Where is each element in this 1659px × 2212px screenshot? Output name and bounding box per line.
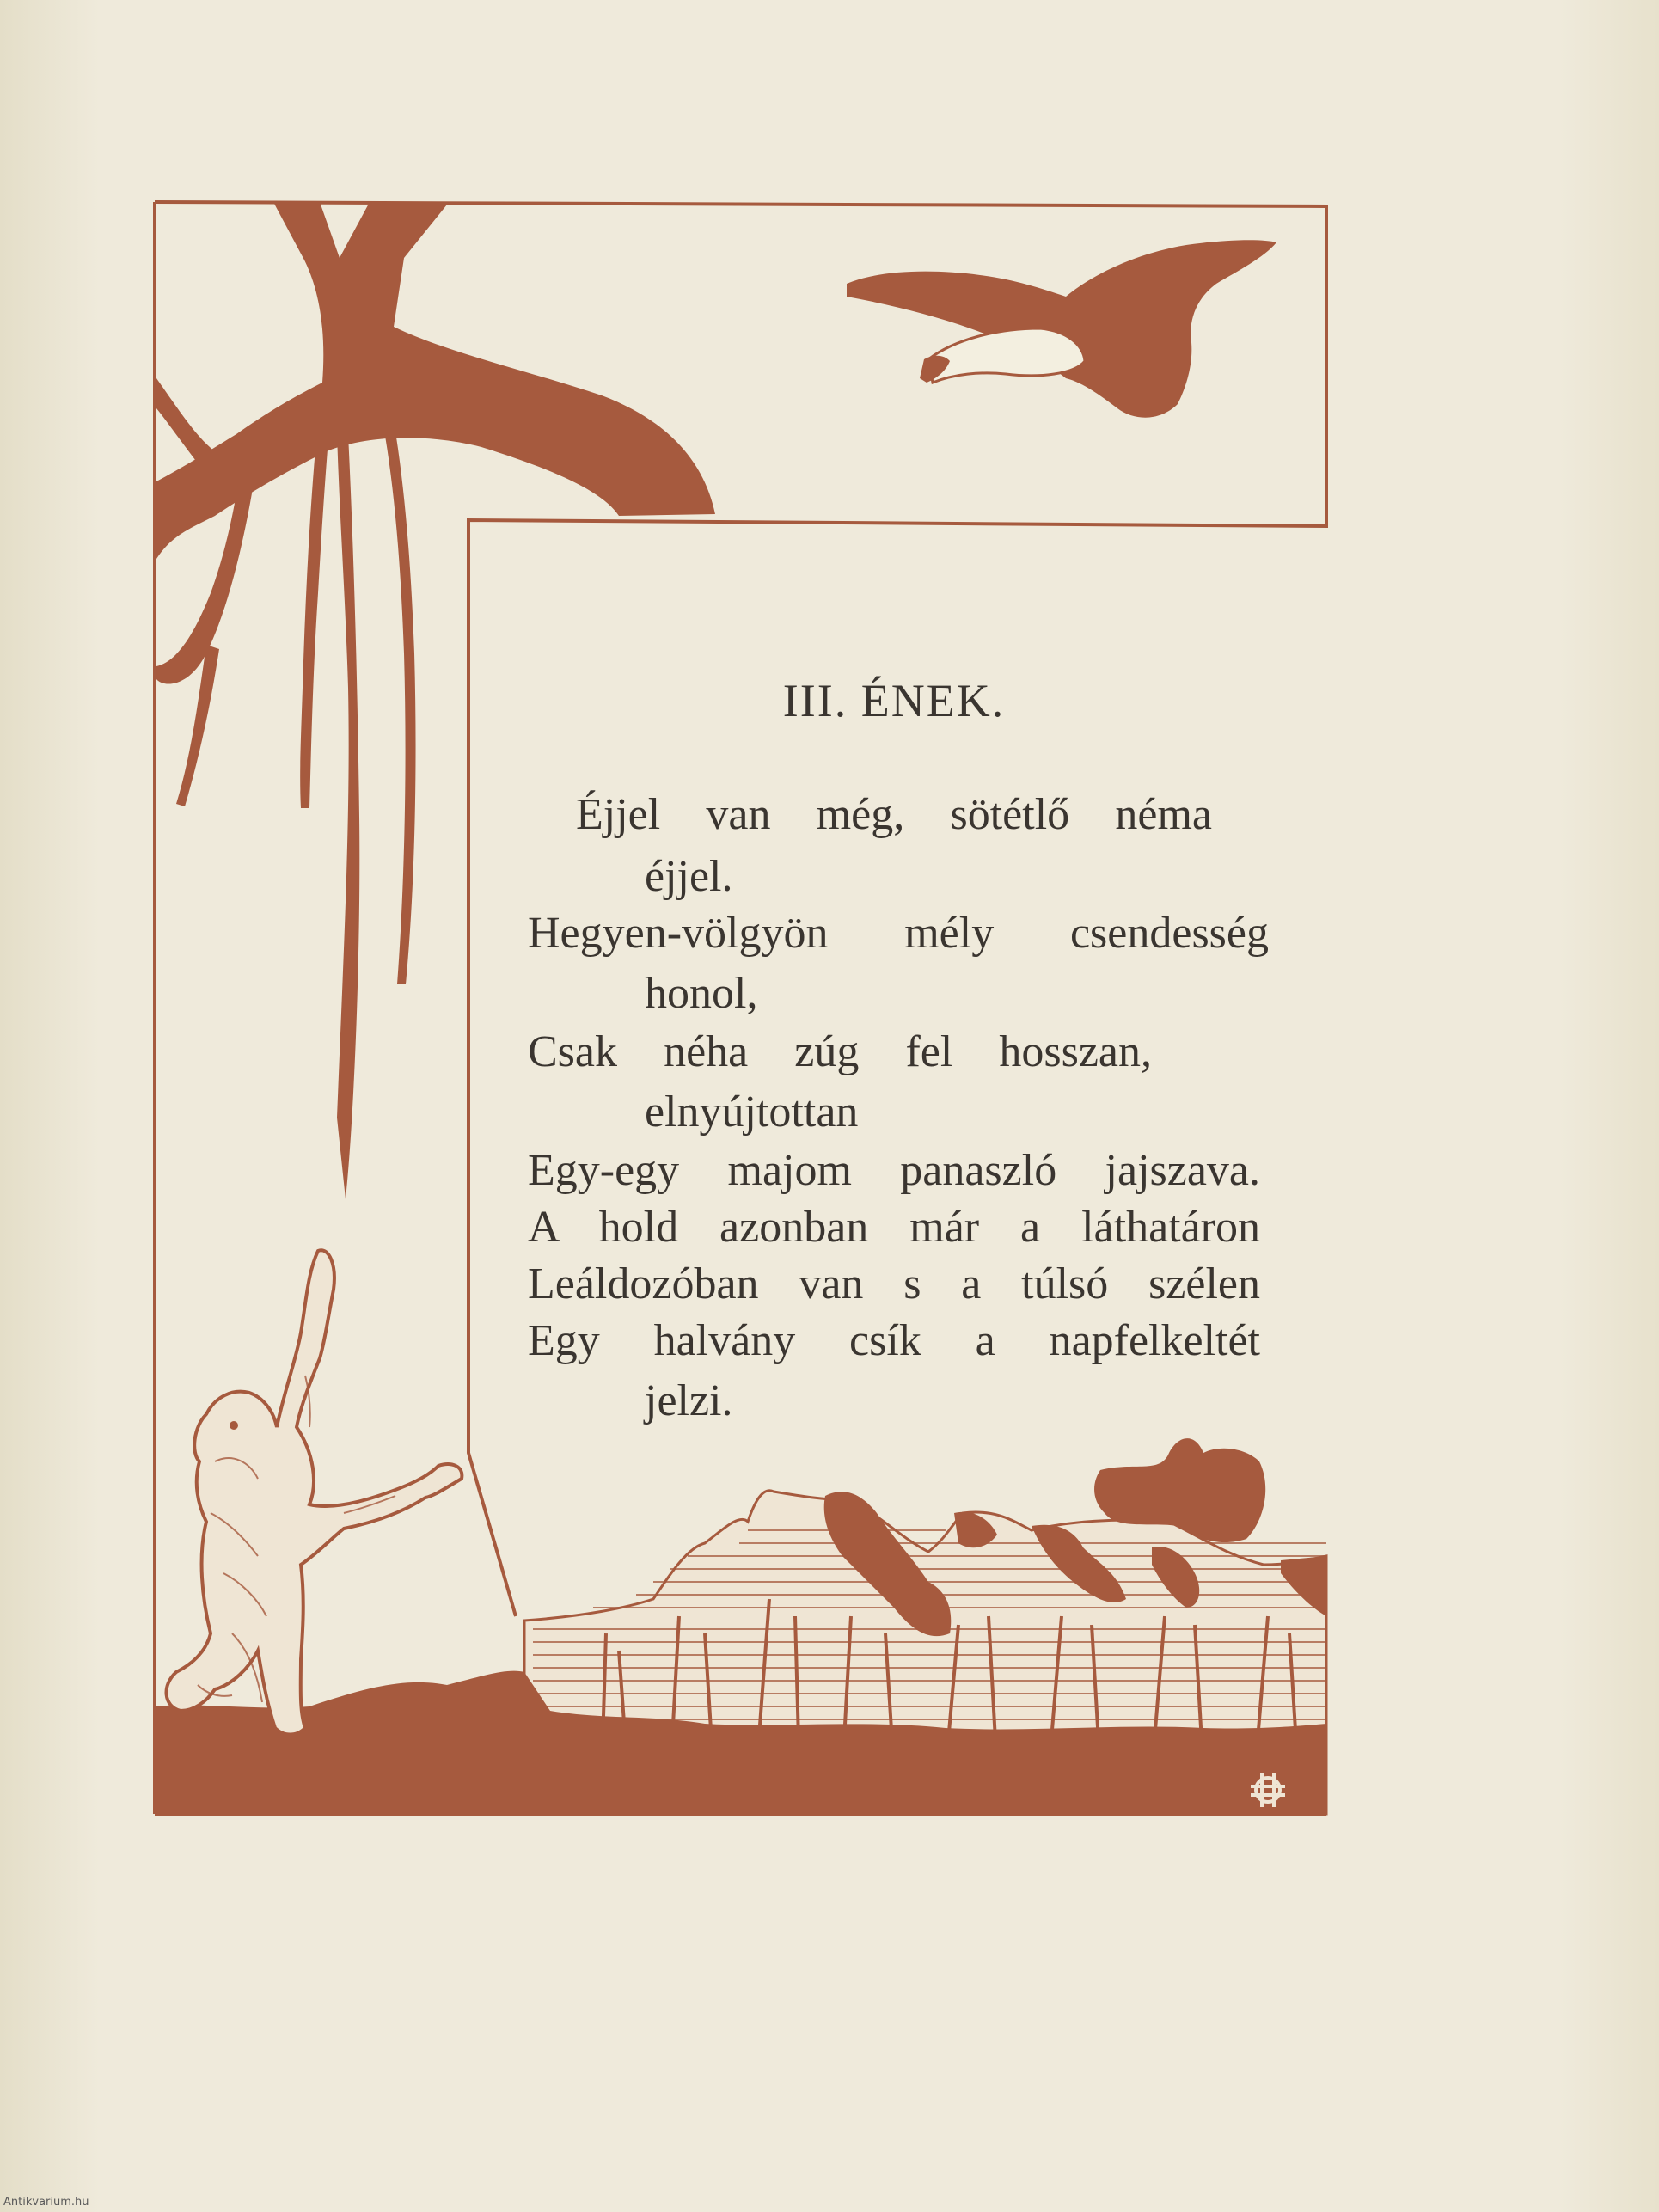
poem-line-6: elnyújtottan — [645, 1088, 859, 1137]
poem-line-11: jelzi. — [645, 1376, 733, 1425]
poem-line-9: Leáldozóban van s a túlsó szélen — [528, 1259, 1260, 1308]
poem-line-8: A hold azonban már a láthatáron — [528, 1203, 1260, 1252]
bird — [847, 240, 1276, 417]
poem-line-7: Egy-egy majom panaszló jajszava. — [528, 1146, 1260, 1195]
poem-line-2: éjjel. — [645, 852, 733, 901]
poem-line-4: honol, — [645, 969, 758, 1018]
poem-line-5: Csak néha zúg fel hosszan, — [528, 1027, 1152, 1076]
chapter-title: III. ÉNEK. — [782, 675, 1006, 726]
watermark: Antikvarium.hu — [3, 2196, 89, 2209]
poem-line-1: Éjjel van még, sötétlő néma — [576, 790, 1212, 839]
poem-line-10: Egy halvány csík a napfelkeltét — [528, 1316, 1260, 1365]
monkey — [167, 1250, 462, 1734]
poem-line-3: Hegyen-völgyön mély csendesség — [528, 909, 1269, 958]
